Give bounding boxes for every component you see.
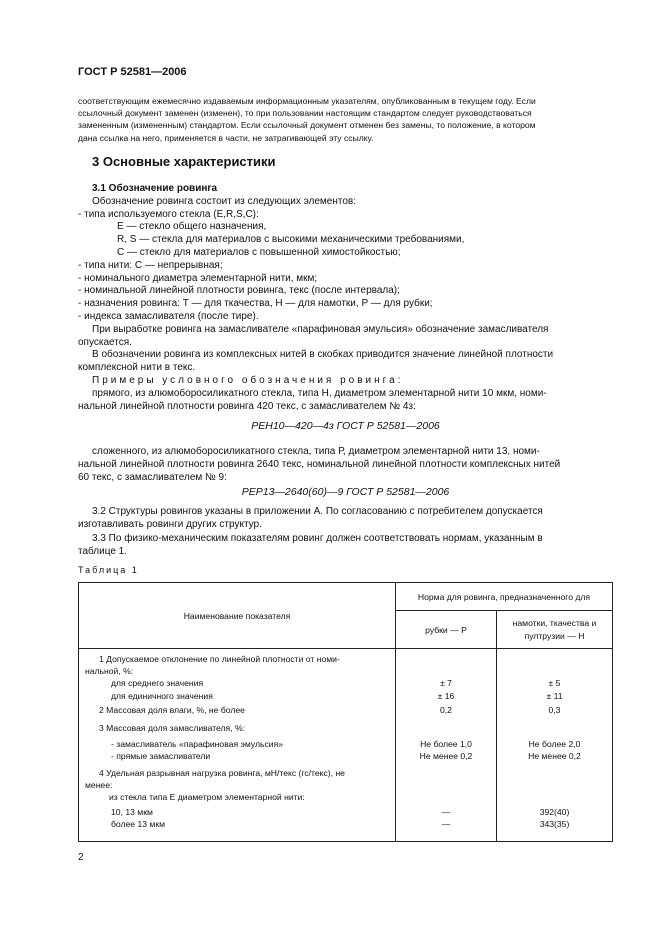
cell-line (402, 791, 490, 803)
cell-line: 0,3 (548, 704, 561, 715)
section-title: 3 Основные характеристики (92, 154, 276, 169)
paragraph-3-3 (78, 533, 613, 559)
table-cell-winding (497, 649, 613, 842)
column-header-group: Норма для ровинга, предназначенного для (396, 583, 613, 611)
text-line: Обозначение ровинга состоит из следующих элементов: (92, 195, 356, 207)
table-caption: Таблица 1 (78, 565, 139, 575)
table-cell-chopping (396, 649, 497, 842)
cell-line: — (441, 807, 451, 818)
list-item: - типа нити: С — непрерывная; (78, 259, 223, 271)
example1-formula: РЕН10—420—4з ГОСТ Р 52581—2006 (251, 420, 440, 432)
list-item: C — стекло для материалов с повышенной химостойкостью; (117, 246, 401, 258)
list-item: - назначения ровинга: Т — для ткачества, Н — для намотки, Р — для рубки; (78, 298, 433, 310)
cell-line: ± 7 (440, 678, 452, 689)
text-line: опускается. (78, 336, 132, 348)
column-header-winding (497, 611, 613, 649)
text-line: При выработке ровинга на замасливателе «парафиновая эмульсия» обозначение замасливателя (92, 323, 549, 335)
cell-line (402, 767, 490, 779)
cell-line: 10, 13 мкм (111, 807, 153, 818)
example2-text (78, 446, 613, 484)
list-item: E — стекло общего назначения, (117, 221, 267, 233)
table-body-row (79, 649, 613, 842)
properties-table (78, 582, 613, 842)
example2-formula: РЕР13—2640(60)—9 ГОСТ Р 52581—2006 (241, 486, 450, 498)
text-line: 3.3 По физико-механическим показателям ровинг должен соответствовать нормам, указанным в (92, 533, 543, 544)
subsection-3-1 (78, 183, 613, 413)
cell-line (402, 653, 490, 665)
cell-line (503, 665, 606, 677)
list-item: - индекса замасливателя (после тире). (78, 310, 259, 322)
page-number: 2 (78, 852, 84, 863)
cell-line: для среднего значения (111, 678, 204, 689)
examples-heading: Примеры условного обозначения ровинга: (92, 374, 404, 386)
cell-line: 2 Массовая доля влаги, %, не более (99, 704, 245, 715)
cell-line: 3 Массовая доля замасливателя, %: (99, 722, 246, 733)
text-line: 60 текс, с замасливателем № 9: (78, 471, 227, 483)
text-line: В обозначении ровинга из комплексных нитей в скобках приводится значение линейной плотности (92, 349, 554, 361)
cell-line: Не менее 0,2 (528, 751, 581, 762)
list-item: R, S — стекла для материалов с высокими механическими требованиями, (117, 234, 465, 246)
cell-line: нальной, %: (85, 666, 134, 677)
cell-line: из стекла типа Е диаметром элементарной нити: (109, 791, 305, 802)
cell-line: более 13 мкм (111, 819, 165, 830)
standard-header: ГОСТ Р 52581—2006 (78, 66, 187, 78)
text-line: дана ссылка на него, применяется в части, не затрагивающей эту ссылку. (78, 132, 374, 143)
cell-line: Не более 1,0 (420, 739, 472, 750)
cell-line: менее: (85, 779, 113, 790)
text-line: 3.2 Структуры ровингов указаны в приложении А. По согласованию с потребителем допускается (92, 506, 543, 517)
cell-line (503, 791, 606, 803)
subsection-heading: 3.1 Обозначение ровинга (92, 183, 218, 194)
text-line: соответствующим ежемесячно издаваемым информационным указателям, опубликованным в текущем году. Если (78, 96, 536, 106)
list-item: - номинального диаметра элементарной нити, мкм; (78, 272, 318, 284)
column-header-chopping: рубки — Р (396, 611, 497, 649)
text-line: замененным (измененным) стандартом. Если ссылочный документ отменен без замены, то положение, в котором (78, 120, 536, 131)
header-line: намотки, ткачества и (512, 618, 597, 629)
cell-line (402, 665, 490, 677)
text-line: ссылочный документ заменен (изменен), то при пользовании настоящим стандартом следует руководствоваться (78, 108, 532, 119)
paragraph-3-2 (78, 506, 613, 532)
cell-line (402, 779, 490, 791)
cell-line: Не более 2,0 (528, 739, 581, 750)
cell-line: 4 Удельная разрывная нагрузка ровинга, мН/текс (гс/текс), не (99, 767, 345, 778)
text-line: нальной линейной плотности ровинга 2640 текс, номинальной линейной плотности комплексных нитей (78, 458, 561, 470)
cell-line: — (441, 819, 451, 830)
cell-line (503, 767, 606, 779)
header-line: пултрузии — Н (524, 630, 585, 641)
text-line: прямого, из алюмоборосиликатного стекла, типа Н, диаметром элементарной нити 10 мкм, номи- (92, 387, 547, 399)
cell-line: ± 5 (548, 678, 561, 689)
intro-paragraph (78, 95, 613, 144)
cell-line (503, 722, 606, 734)
cell-line: 1 Допускаемое отклонение по линейной плотности от номи- (99, 654, 340, 664)
cell-line: для единичного значения (111, 690, 213, 701)
text-line: нальной линейной плотности ровинга 420 текс, с замасливателем № 4з: (78, 400, 416, 412)
cell-line: Не менее 0,2 (419, 751, 473, 762)
cell-line (503, 779, 606, 791)
text-line: таблице 1. (78, 545, 128, 557)
cell-line: 392(40) (539, 807, 570, 818)
cell-line: 0,2 (440, 704, 452, 715)
table-cell-names (79, 649, 396, 842)
text-line: сложенного, из алюмоборосиликатного стекла, типа Р, диаметром элементарной нити 13, номи- (92, 446, 540, 457)
cell-line: - прямые замасливатели (111, 751, 211, 762)
list-item: - типа используемого стекла (E,R,S,C): (78, 208, 259, 220)
cell-line: ± 16 (437, 690, 455, 701)
column-header-name: Наименование показателя (79, 583, 396, 649)
cell-line: - замасливатель «парафиновая эмульсия» (111, 739, 284, 750)
cell-line: 343(35) (539, 819, 570, 830)
cell-line (503, 653, 606, 665)
text-line: комплексной нити в текс. (78, 362, 196, 374)
text-line: изготавливать ровинги других структур. (78, 518, 262, 530)
cell-line: ± 11 (546, 690, 563, 701)
list-item: - номинальной линейной плотности ровинга, текс (после интервала); (78, 285, 400, 297)
cell-line (402, 722, 490, 734)
